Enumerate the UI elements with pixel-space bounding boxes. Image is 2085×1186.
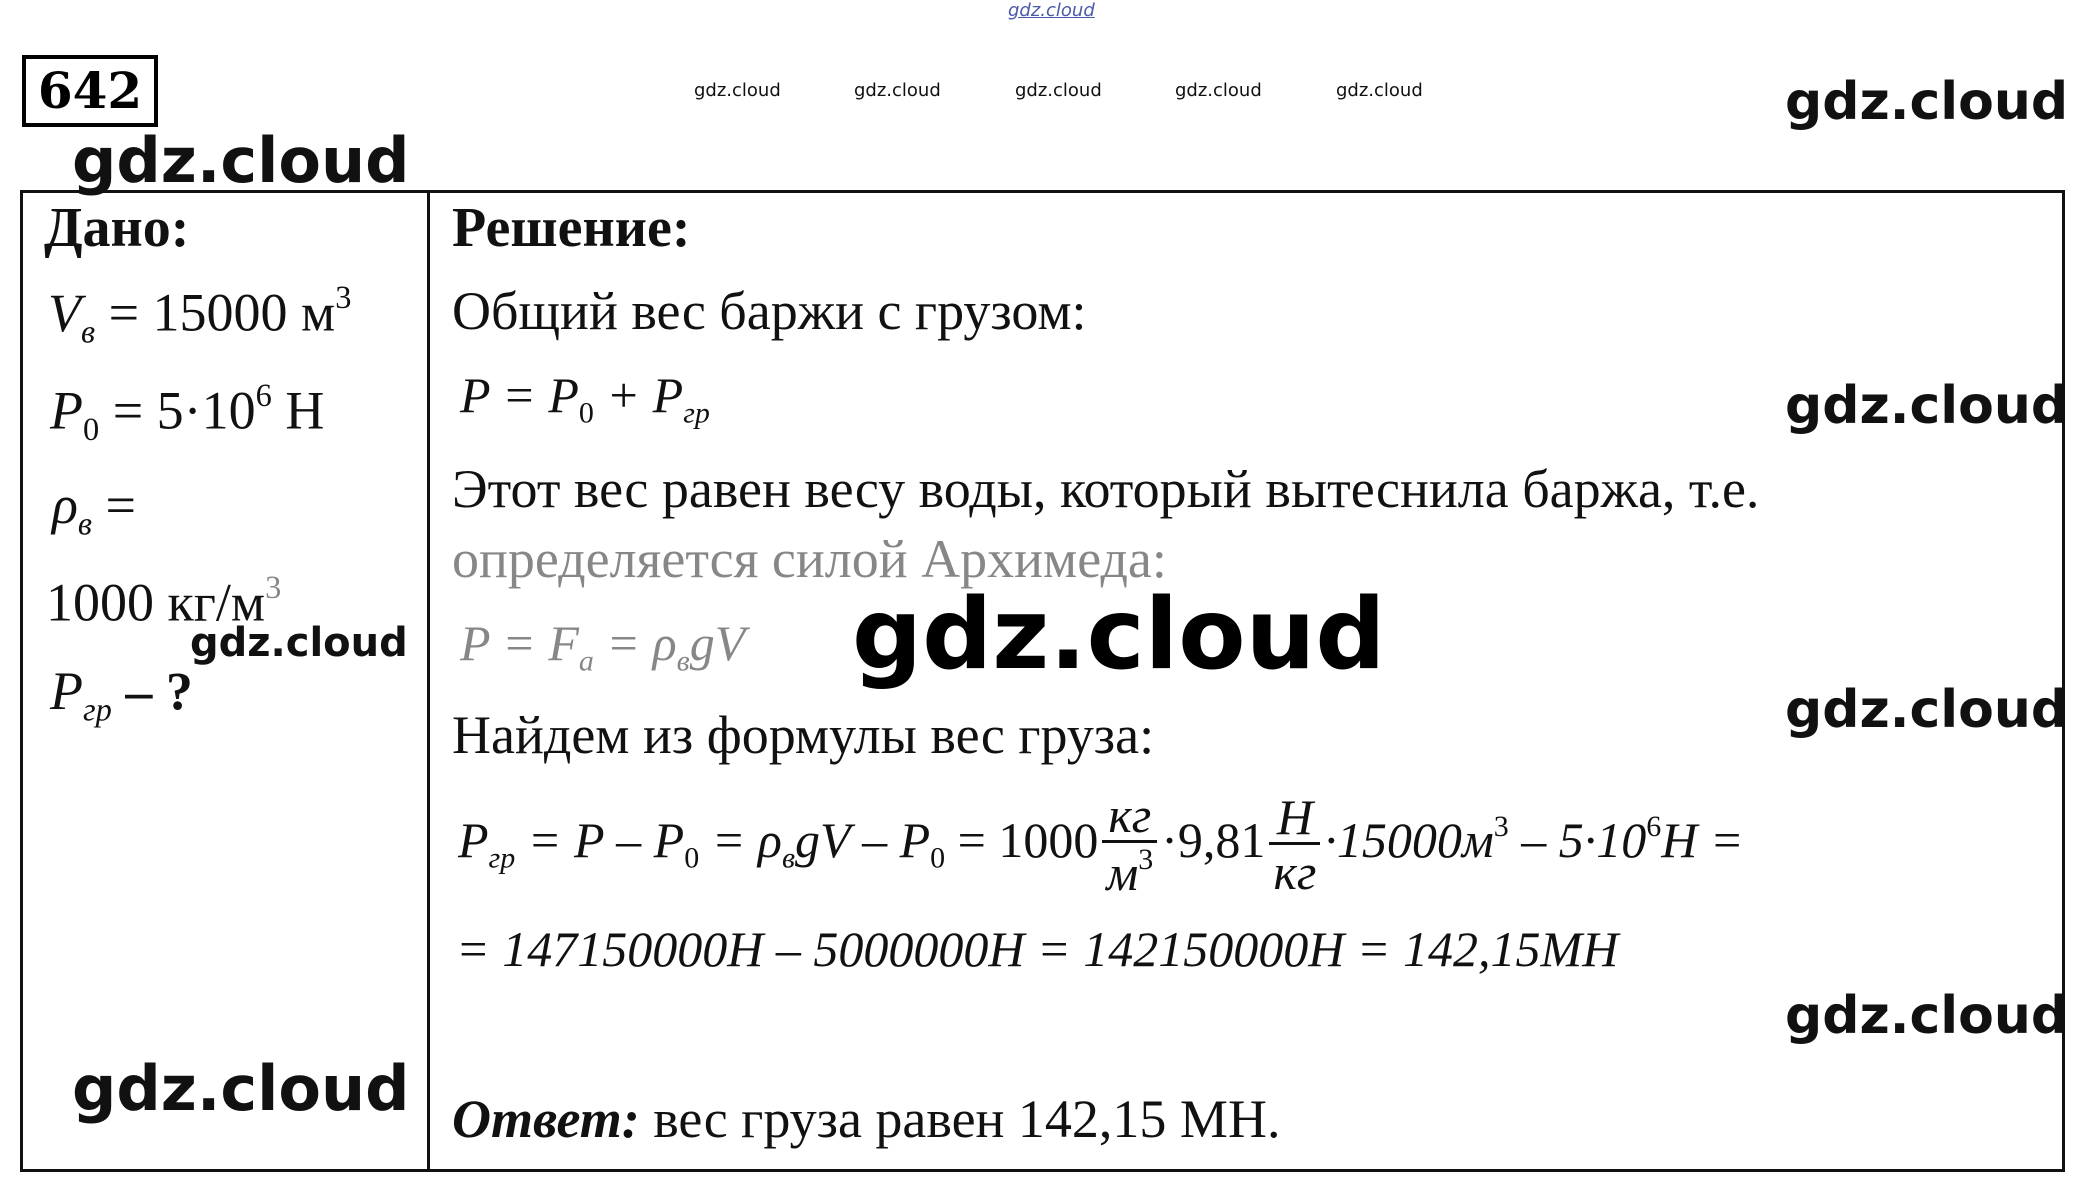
f3-part-f: ·15000м xyxy=(1324,811,1494,868)
formula-3 xyxy=(458,787,1744,901)
top-watermark-link[interactable]: gdz.cloud xyxy=(1008,0,1095,21)
answer-line xyxy=(452,1088,1280,1150)
answer-label: Ответ: xyxy=(452,1089,640,1149)
f3-part-h: Н = xyxy=(1661,811,1744,868)
frac1-den-exponent: 3 xyxy=(1138,843,1154,876)
rho-symbol: ρ xyxy=(52,475,78,535)
f3-part-e: ·9,81 xyxy=(1161,811,1266,868)
vol-subscript: в xyxy=(81,314,96,350)
answer-text: вес груза равен 142,15 МН. xyxy=(639,1089,1281,1149)
problem-number: 642 xyxy=(22,55,158,127)
solution-line-2b: определяется силой Архимеда: xyxy=(452,529,1167,589)
rho-exponent: 3 xyxy=(265,570,282,606)
f3-part-a: = P – P xyxy=(515,811,685,868)
watermark-tiny-4: gdz.cloud xyxy=(1175,80,1262,101)
f2-part-a: P = F xyxy=(460,615,579,671)
watermark-right-2: gdz.cloud xyxy=(1785,376,2069,436)
f3-p: P xyxy=(458,811,489,868)
f3-sub-0b: 0 xyxy=(930,841,946,875)
formula-4: = 147150000Н – 5000000Н = 142150000Н = 142,15МН xyxy=(456,921,1619,977)
f2-part-c: gV xyxy=(689,615,746,671)
f1-sub-gr: гр xyxy=(683,396,710,430)
pgr-symbol: P xyxy=(50,661,83,721)
f2-sub-a: a xyxy=(578,644,594,678)
given-rho xyxy=(52,474,136,543)
f3-sub-0: 0 xyxy=(684,841,700,875)
formula-1 xyxy=(460,366,710,431)
f3-sub-gr: гр xyxy=(488,841,516,875)
watermark-tiny-5: gdz.cloud xyxy=(1336,80,1423,101)
p0-value: = 5·10 xyxy=(99,380,256,441)
fraction-kg-m3 xyxy=(1102,787,1157,901)
solution-line-2a: Этот вес равен весу воды, который вытеснила баржа, т.е. xyxy=(452,459,1760,519)
watermark-right-3: gdz.cloud xyxy=(1785,680,2069,740)
solution-header: Решение: xyxy=(452,197,691,259)
p0-exponent: 6 xyxy=(255,378,272,414)
pgr-question: – ? xyxy=(111,661,193,721)
f3-exponent-f: 3 xyxy=(1493,809,1509,843)
f3-part-d: = 1000 xyxy=(945,811,1099,868)
frac1-den-text: м xyxy=(1106,845,1139,901)
p0-subscript: 0 xyxy=(83,412,100,448)
rho-value: 1000 кг/м xyxy=(46,572,266,633)
watermark-tiny-2: gdz.cloud xyxy=(854,80,941,101)
fraction-n-kg xyxy=(1269,788,1320,900)
p0-unit: Н xyxy=(271,380,325,441)
vol-symbol: V xyxy=(48,282,81,343)
watermark-tiny-3: gdz.cloud xyxy=(1015,80,1102,101)
watermark-left-bottom: gdz.cloud xyxy=(72,1052,410,1125)
rho-subscript: в xyxy=(77,506,92,543)
f3-sub-v: в xyxy=(781,841,795,875)
f2-part-b: = ρ xyxy=(593,615,677,671)
given-p0 xyxy=(50,378,324,449)
f1-part-b: + P xyxy=(593,367,684,423)
f2-sub-v: в xyxy=(676,644,690,678)
solution-line-1: Общий вес баржи с грузом: xyxy=(452,281,1087,341)
solution-line-3: Найдем из формулы вес груза: xyxy=(452,705,1155,765)
watermark-tiny-1: gdz.cloud xyxy=(694,80,781,101)
given-unknown xyxy=(50,660,193,729)
p0-symbol: P xyxy=(50,380,83,441)
f3-exponent-g: 6 xyxy=(1646,809,1662,843)
frac2-denominator: кг xyxy=(1273,843,1317,900)
column-divider xyxy=(427,190,430,1172)
watermark-right-4: gdz.cloud xyxy=(1785,986,2069,1046)
watermark-center: gdz.cloud xyxy=(852,578,1386,692)
watermark-left-top: gdz.cloud xyxy=(72,124,410,197)
frac1-denominator xyxy=(1102,843,1157,901)
frac2-numerator: Н xyxy=(1269,792,1320,845)
formula-2 xyxy=(460,614,745,679)
f3-part-b: = ρ xyxy=(699,811,782,868)
pgr-subscript: гр xyxy=(83,692,112,729)
watermark-right-1: gdz.cloud xyxy=(1785,72,2069,132)
f3-part-g: – 5·10 xyxy=(1508,811,1647,868)
f3-part-c: gV – P xyxy=(794,811,931,868)
f1-sub-0: 0 xyxy=(578,396,594,430)
vol-value: = 15000 м xyxy=(95,282,336,343)
vol-exponent: 3 xyxy=(335,280,352,316)
given-header: Дано: xyxy=(44,197,190,259)
frac1-numerator: кг xyxy=(1102,790,1157,843)
given-volume xyxy=(48,280,351,351)
f1-part-a: P = P xyxy=(460,367,579,423)
rho-equals: = xyxy=(91,475,136,535)
watermark-given: gdz.cloud xyxy=(190,620,408,666)
